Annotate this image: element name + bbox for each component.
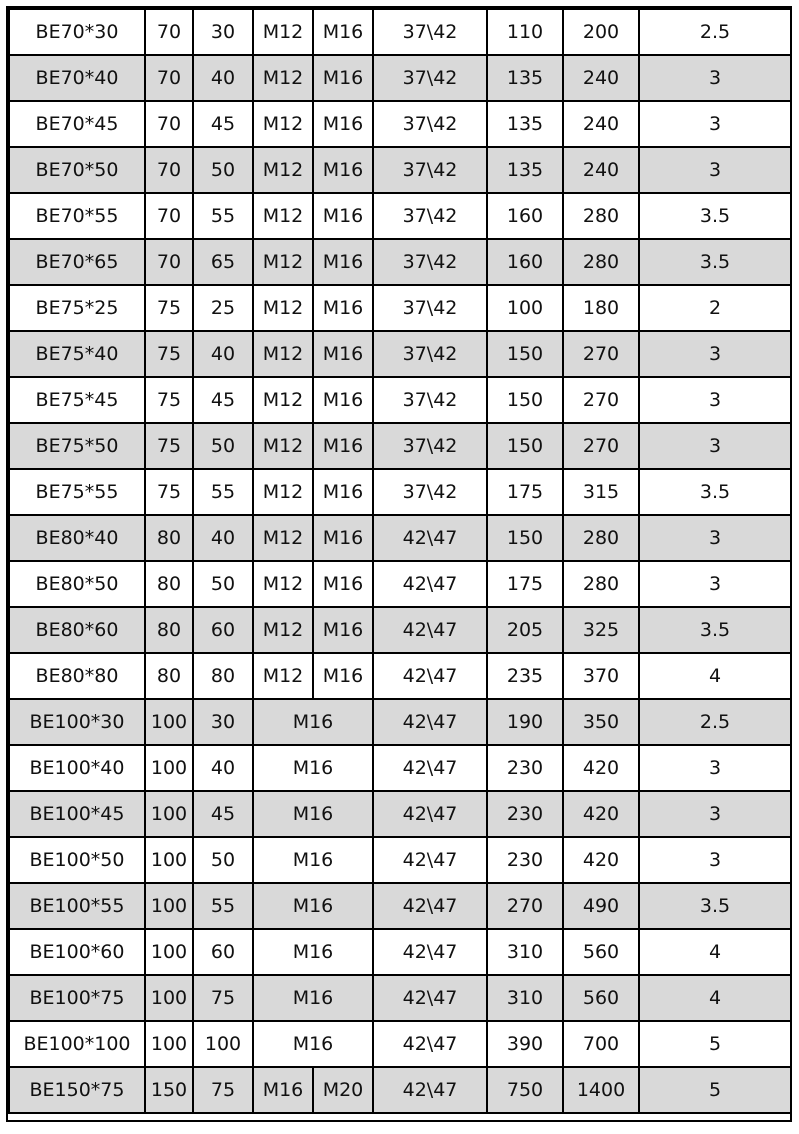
dim-b-cell: 25 [193, 285, 253, 331]
thickness-cell: 2 [639, 285, 791, 331]
bolt-cell: M16 [253, 1021, 373, 1067]
weight-1-cell: 230 [487, 837, 563, 883]
spec-table-container [8, 8, 792, 1114]
dim-a-cell: 80 [145, 607, 193, 653]
table-row [9, 377, 791, 423]
dim-b-cell: 55 [193, 193, 253, 239]
bolt-1-cell: M12 [253, 147, 313, 193]
table-row [9, 653, 791, 699]
bolt-1-cell: M12 [253, 469, 313, 515]
pipe-cell: 42\47 [373, 1067, 487, 1113]
dim-a-cell: 70 [145, 55, 193, 101]
pipe-cell: 42\47 [373, 653, 487, 699]
dim-a-cell: 150 [145, 1067, 193, 1113]
weight-2-cell: 270 [563, 377, 639, 423]
table-row [9, 515, 791, 561]
dim-a-cell: 100 [145, 975, 193, 1021]
bolt-1-cell: M16 [253, 1067, 313, 1113]
bolt-1-cell: M12 [253, 331, 313, 377]
pipe-cell: 37\42 [373, 101, 487, 147]
dim-a-cell: 100 [145, 837, 193, 883]
model-cell: BE80*50 [9, 561, 145, 607]
table-row [9, 699, 791, 745]
table-row [9, 1067, 791, 1113]
dim-b-cell: 30 [193, 699, 253, 745]
thickness-cell: 3 [639, 791, 791, 837]
bolt-2-cell: M16 [313, 285, 373, 331]
weight-2-cell: 280 [563, 561, 639, 607]
bolt-2-cell: M16 [313, 101, 373, 147]
dim-b-cell: 50 [193, 837, 253, 883]
thickness-cell: 3 [639, 515, 791, 561]
table-row [9, 975, 791, 1021]
bolt-1-cell: M12 [253, 9, 313, 55]
weight-2-cell: 370 [563, 653, 639, 699]
weight-1-cell: 135 [487, 101, 563, 147]
thickness-cell: 3.5 [639, 469, 791, 515]
bolt-2-cell: M16 [313, 607, 373, 653]
thickness-cell: 3 [639, 561, 791, 607]
dim-a-cell: 75 [145, 423, 193, 469]
dim-a-cell: 75 [145, 285, 193, 331]
dim-a-cell: 80 [145, 515, 193, 561]
weight-2-cell: 200 [563, 9, 639, 55]
table-row [9, 9, 791, 55]
weight-2-cell: 420 [563, 837, 639, 883]
pipe-cell: 37\42 [373, 193, 487, 239]
pipe-cell: 42\47 [373, 607, 487, 653]
spec-table-body [9, 9, 791, 1113]
dim-b-cell: 60 [193, 929, 253, 975]
model-cell: BE150*75 [9, 1067, 145, 1113]
dim-a-cell: 75 [145, 469, 193, 515]
dim-a-cell: 100 [145, 1021, 193, 1067]
bolt-2-cell: M16 [313, 193, 373, 239]
pipe-cell: 42\47 [373, 1021, 487, 1067]
model-cell: BE100*30 [9, 699, 145, 745]
dim-b-cell: 45 [193, 791, 253, 837]
weight-1-cell: 270 [487, 883, 563, 929]
weight-2-cell: 560 [563, 975, 639, 1021]
table-row [9, 561, 791, 607]
weight-2-cell: 560 [563, 929, 639, 975]
bolt-1-cell: M12 [253, 55, 313, 101]
weight-2-cell: 325 [563, 607, 639, 653]
weight-1-cell: 190 [487, 699, 563, 745]
thickness-cell: 2.5 [639, 699, 791, 745]
weight-2-cell: 270 [563, 423, 639, 469]
table-row [9, 101, 791, 147]
bolt-1-cell: M12 [253, 377, 313, 423]
thickness-cell: 3 [639, 837, 791, 883]
dim-a-cell: 70 [145, 193, 193, 239]
weight-2-cell: 180 [563, 285, 639, 331]
pipe-cell: 37\42 [373, 331, 487, 377]
weight-2-cell: 240 [563, 55, 639, 101]
dim-a-cell: 100 [145, 883, 193, 929]
dim-b-cell: 45 [193, 377, 253, 423]
weight-1-cell: 230 [487, 791, 563, 837]
pipe-cell: 37\42 [373, 377, 487, 423]
thickness-cell: 3 [639, 377, 791, 423]
table-row [9, 607, 791, 653]
thickness-cell: 3.5 [639, 607, 791, 653]
pipe-cell: 42\47 [373, 929, 487, 975]
bolt-2-cell: M16 [313, 423, 373, 469]
pipe-cell: 37\42 [373, 423, 487, 469]
pipe-cell: 37\42 [373, 9, 487, 55]
weight-2-cell: 700 [563, 1021, 639, 1067]
weight-2-cell: 270 [563, 331, 639, 377]
weight-2-cell: 240 [563, 147, 639, 193]
bolt-1-cell: M12 [253, 285, 313, 331]
bolt-cell: M16 [253, 883, 373, 929]
model-cell: BE70*30 [9, 9, 145, 55]
table-row [9, 423, 791, 469]
dim-a-cell: 70 [145, 9, 193, 55]
weight-1-cell: 160 [487, 239, 563, 285]
dim-a-cell: 75 [145, 377, 193, 423]
bolt-2-cell: M16 [313, 239, 373, 285]
model-cell: BE70*65 [9, 239, 145, 285]
thickness-cell: 4 [639, 929, 791, 975]
table-row [9, 147, 791, 193]
weight-1-cell: 390 [487, 1021, 563, 1067]
bolt-cell: M16 [253, 699, 373, 745]
model-cell: BE70*50 [9, 147, 145, 193]
pipe-cell: 42\47 [373, 837, 487, 883]
weight-1-cell: 205 [487, 607, 563, 653]
model-cell: BE80*40 [9, 515, 145, 561]
bolt-2-cell: M16 [313, 377, 373, 423]
weight-2-cell: 1400 [563, 1067, 639, 1113]
weight-1-cell: 135 [487, 147, 563, 193]
table-row [9, 331, 791, 377]
table-row [9, 193, 791, 239]
dim-b-cell: 40 [193, 515, 253, 561]
dim-a-cell: 75 [145, 331, 193, 377]
model-cell: BE100*75 [9, 975, 145, 1021]
dim-a-cell: 100 [145, 929, 193, 975]
dim-a-cell: 70 [145, 101, 193, 147]
dim-a-cell: 70 [145, 147, 193, 193]
thickness-cell: 4 [639, 975, 791, 1021]
model-cell: BE70*45 [9, 101, 145, 147]
pipe-cell: 37\42 [373, 147, 487, 193]
dim-b-cell: 55 [193, 883, 253, 929]
model-cell: BE75*55 [9, 469, 145, 515]
dim-b-cell: 55 [193, 469, 253, 515]
model-cell: BE75*45 [9, 377, 145, 423]
weight-2-cell: 280 [563, 239, 639, 285]
weight-1-cell: 230 [487, 745, 563, 791]
thickness-cell: 3.5 [639, 193, 791, 239]
dim-b-cell: 30 [193, 9, 253, 55]
thickness-cell: 3.5 [639, 883, 791, 929]
model-cell: BE100*60 [9, 929, 145, 975]
model-cell: BE70*55 [9, 193, 145, 239]
weight-1-cell: 235 [487, 653, 563, 699]
dim-b-cell: 50 [193, 147, 253, 193]
weight-1-cell: 135 [487, 55, 563, 101]
pipe-cell: 42\47 [373, 975, 487, 1021]
table-row [9, 883, 791, 929]
thickness-cell: 3 [639, 745, 791, 791]
model-cell: BE100*45 [9, 791, 145, 837]
table-row [9, 55, 791, 101]
pipe-cell: 42\47 [373, 745, 487, 791]
model-cell: BE80*80 [9, 653, 145, 699]
bolt-1-cell: M12 [253, 193, 313, 239]
thickness-cell: 2.5 [639, 9, 791, 55]
bolt-2-cell: M20 [313, 1067, 373, 1113]
pipe-cell: 42\47 [373, 883, 487, 929]
weight-1-cell: 160 [487, 193, 563, 239]
dim-b-cell: 100 [193, 1021, 253, 1067]
spec-table [8, 8, 792, 1114]
dim-b-cell: 50 [193, 561, 253, 607]
bolt-1-cell: M12 [253, 561, 313, 607]
model-cell: BE80*60 [9, 607, 145, 653]
model-cell: BE75*50 [9, 423, 145, 469]
thickness-cell: 5 [639, 1021, 791, 1067]
weight-1-cell: 310 [487, 975, 563, 1021]
bolt-cell: M16 [253, 791, 373, 837]
weight-1-cell: 110 [487, 9, 563, 55]
weight-1-cell: 175 [487, 469, 563, 515]
bolt-2-cell: M16 [313, 9, 373, 55]
thickness-cell: 3 [639, 331, 791, 377]
bolt-cell: M16 [253, 975, 373, 1021]
weight-1-cell: 175 [487, 561, 563, 607]
weight-1-cell: 100 [487, 285, 563, 331]
model-cell: BE75*40 [9, 331, 145, 377]
model-cell: BE100*50 [9, 837, 145, 883]
model-cell: BE75*25 [9, 285, 145, 331]
bolt-1-cell: M12 [253, 101, 313, 147]
bolt-1-cell: M12 [253, 239, 313, 285]
bolt-cell: M16 [253, 929, 373, 975]
bolt-1-cell: M12 [253, 607, 313, 653]
table-row [9, 745, 791, 791]
weight-1-cell: 150 [487, 423, 563, 469]
dim-a-cell: 100 [145, 699, 193, 745]
table-row [9, 239, 791, 285]
dim-b-cell: 40 [193, 745, 253, 791]
model-cell: BE100*40 [9, 745, 145, 791]
model-cell: BE100*100 [9, 1021, 145, 1067]
dim-b-cell: 60 [193, 607, 253, 653]
dim-b-cell: 65 [193, 239, 253, 285]
bolt-2-cell: M16 [313, 331, 373, 377]
thickness-cell: 4 [639, 653, 791, 699]
table-row [9, 791, 791, 837]
weight-2-cell: 350 [563, 699, 639, 745]
pipe-cell: 37\42 [373, 469, 487, 515]
dim-b-cell: 50 [193, 423, 253, 469]
weight-2-cell: 315 [563, 469, 639, 515]
bolt-1-cell: M12 [253, 653, 313, 699]
weight-1-cell: 150 [487, 515, 563, 561]
weight-1-cell: 150 [487, 331, 563, 377]
thickness-cell: 3 [639, 423, 791, 469]
pipe-cell: 37\42 [373, 55, 487, 101]
weight-2-cell: 240 [563, 101, 639, 147]
pipe-cell: 42\47 [373, 561, 487, 607]
pipe-cell: 37\42 [373, 285, 487, 331]
dim-b-cell: 75 [193, 1067, 253, 1113]
dim-b-cell: 40 [193, 55, 253, 101]
thickness-cell: 3.5 [639, 239, 791, 285]
thickness-cell: 3 [639, 55, 791, 101]
bolt-2-cell: M16 [313, 653, 373, 699]
bolt-2-cell: M16 [313, 561, 373, 607]
bolt-cell: M16 [253, 745, 373, 791]
weight-1-cell: 310 [487, 929, 563, 975]
bolt-1-cell: M12 [253, 515, 313, 561]
pipe-cell: 37\42 [373, 239, 487, 285]
bolt-2-cell: M16 [313, 147, 373, 193]
model-cell: BE70*40 [9, 55, 145, 101]
weight-2-cell: 490 [563, 883, 639, 929]
table-row [9, 929, 791, 975]
table-row [9, 285, 791, 331]
dim-a-cell: 100 [145, 745, 193, 791]
bolt-cell: M16 [253, 837, 373, 883]
dim-b-cell: 80 [193, 653, 253, 699]
model-cell: BE100*55 [9, 883, 145, 929]
pipe-cell: 42\47 [373, 791, 487, 837]
bolt-2-cell: M16 [313, 515, 373, 561]
bolt-1-cell: M12 [253, 423, 313, 469]
pipe-cell: 42\47 [373, 699, 487, 745]
dim-a-cell: 100 [145, 791, 193, 837]
thickness-cell: 3 [639, 101, 791, 147]
weight-2-cell: 280 [563, 193, 639, 239]
dim-a-cell: 80 [145, 653, 193, 699]
table-row [9, 1021, 791, 1067]
dim-a-cell: 70 [145, 239, 193, 285]
dim-b-cell: 45 [193, 101, 253, 147]
table-row [9, 837, 791, 883]
thickness-cell: 3 [639, 147, 791, 193]
thickness-cell: 5 [639, 1067, 791, 1113]
pipe-cell: 42\47 [373, 515, 487, 561]
bolt-2-cell: M16 [313, 55, 373, 101]
dim-b-cell: 40 [193, 331, 253, 377]
weight-1-cell: 750 [487, 1067, 563, 1113]
dim-b-cell: 75 [193, 975, 253, 1021]
weight-1-cell: 150 [487, 377, 563, 423]
weight-2-cell: 420 [563, 745, 639, 791]
dim-a-cell: 80 [145, 561, 193, 607]
bolt-2-cell: M16 [313, 469, 373, 515]
weight-2-cell: 280 [563, 515, 639, 561]
table-row [9, 469, 791, 515]
weight-2-cell: 420 [563, 791, 639, 837]
